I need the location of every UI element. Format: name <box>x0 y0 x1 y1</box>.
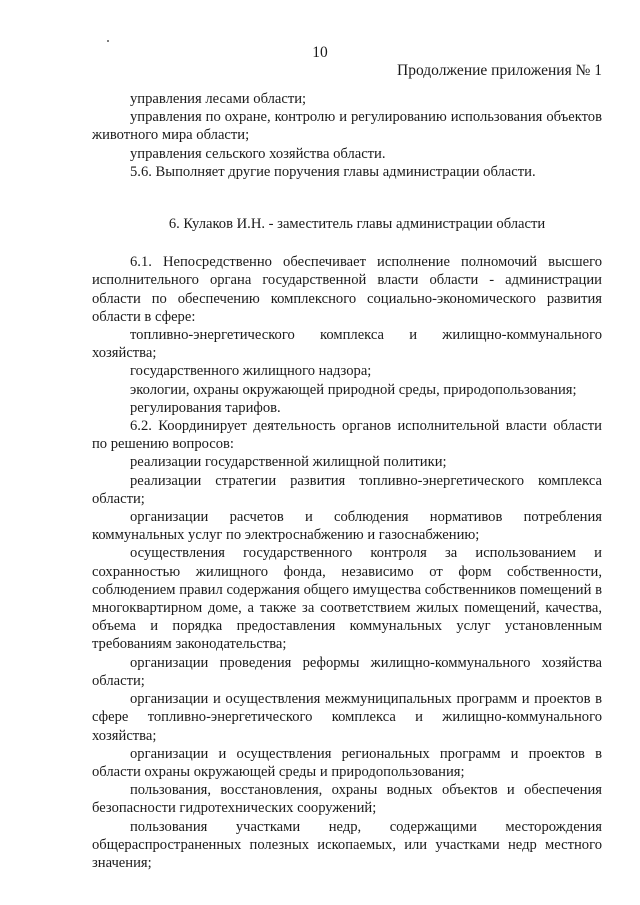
scan-speck <box>107 40 109 42</box>
paragraph: реализации государственной жилищной политики; <box>130 454 447 471</box>
paragraph: 6.1. Непосредственно обеспечивает исполнение полномочий высшего исполнительного органа государственной власти области - администрации области по обеспечению комплексного социально-экономического развития области в сфере: <box>92 254 602 325</box>
paragraph: организации и осуществления межмуниципальных программ и проектов в сфере топливно-энергетического комплекса и жилищно-коммунального хозяйства; <box>92 691 602 744</box>
paragraph: реализации стратегии развития топливно-энергетического комплекса области; <box>92 472 602 507</box>
paragraph: организации проведения реформы жилищно-коммунального хозяйства области; <box>92 654 602 689</box>
paragraph: топливно-энергетического комплекса и жилищно-коммунального хозяйства; <box>92 327 602 362</box>
appendix-note: Продолжение приложения № 1 <box>397 62 602 79</box>
paragraph: осуществления государственного контроля за использованием и сохранностью жилищного фонда, независимо от форм собственности, соблюдением правил содержания общего имущества собственников помещений в многоквартирном доме, а также за соответствием жилых помещений, качества, объема и порядка предоставления коммунальных услуг установленным требованиям законодательства; <box>92 545 602 653</box>
paragraph: пользования, восстановления, охраны водных объектов и обеспечения безопасности гидротехнических сооружений; <box>92 782 602 817</box>
paragraph: экологии, охраны окружающей природной среды, природопользования; <box>130 381 577 398</box>
paragraph: организации и осуществления региональных программ и проектов в области охраны окружающей среды и природопользования; <box>92 745 602 780</box>
intro-item: 5.6. Выполняет другие поручения главы администрации области. <box>130 163 536 180</box>
paragraph: пользования участками недр, содержащими месторождения общераспространенных полезных ископаемых, или участками недр местного значения; <box>92 818 602 871</box>
page-number: 10 <box>312 44 328 61</box>
intro-item: управления сельского хозяйства области. <box>130 145 386 162</box>
paragraph: регулирования тарифов. <box>130 399 281 416</box>
paragraph: 6.2. Координирует деятельность органов исполнительной власти области по решению вопросов: <box>92 418 602 453</box>
intro-item: управления по охране, контролю и регулированию использования объектов животного мира области; <box>92 109 602 144</box>
intro-item: управления лесами области; <box>130 91 307 107</box>
paragraph: организации расчетов и соблюдения нормативов потребления коммунальных услуг по электроснабжению и газоснабжению; <box>92 509 602 544</box>
document-body <box>92 90 602 872</box>
paragraph: государственного жилищного надзора; <box>130 363 372 380</box>
section-title: 6. Кулаков И.Н. - заместитель главы администрации области <box>168 216 546 233</box>
